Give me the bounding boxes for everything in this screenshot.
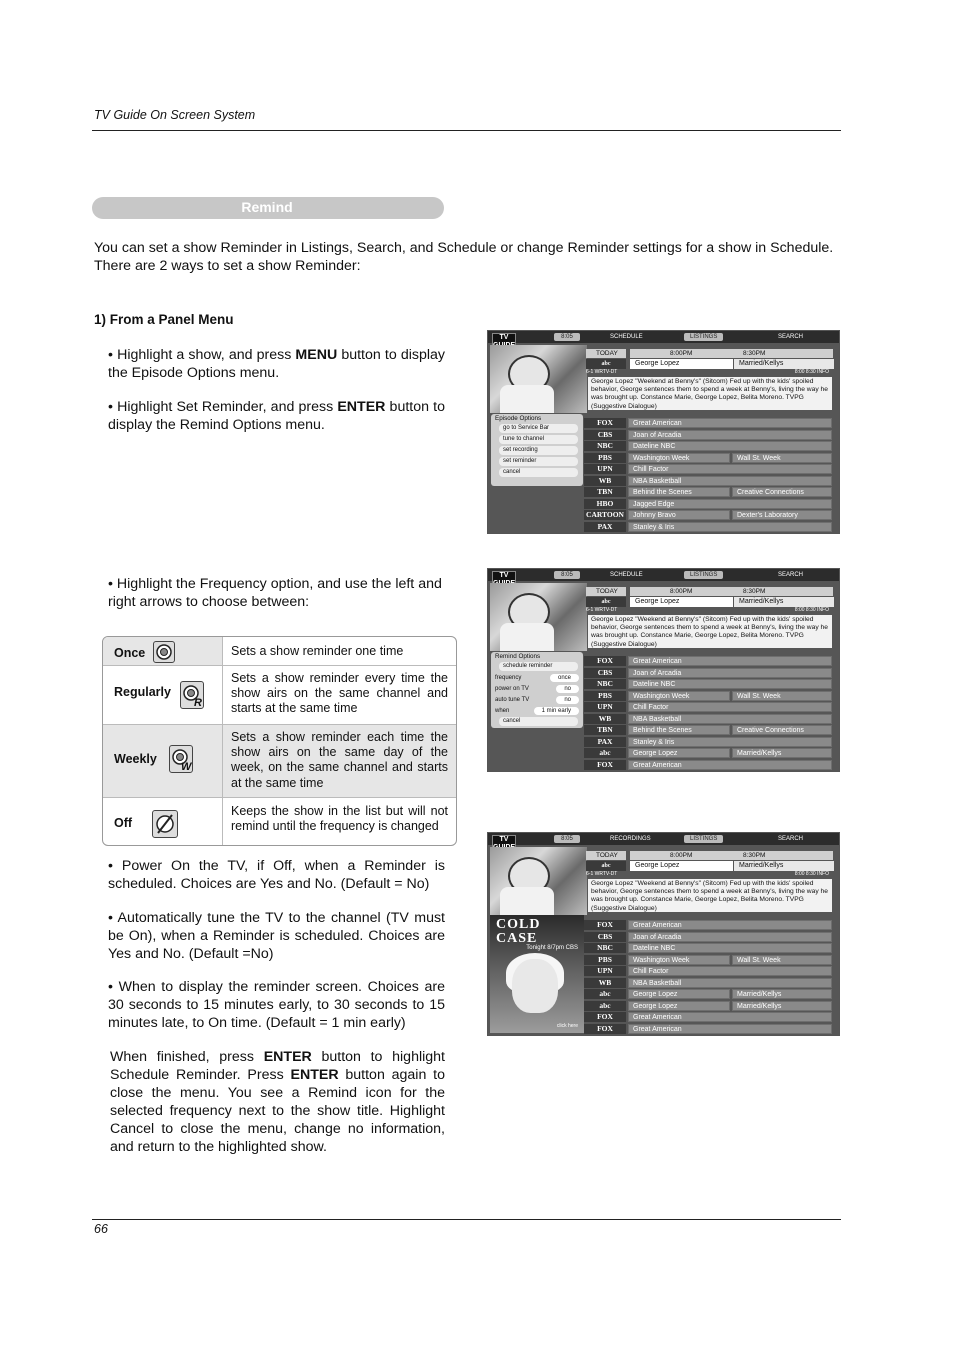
listing-row[interactable]: [584, 989, 834, 999]
channel-info: [586, 606, 833, 614]
listing-show[interactable]: Joan of Arcadia: [628, 668, 832, 678]
show-description: George Lopez "Weekend at Benny's" (Sitcom) Fed up with the kids' spoiled behavior, George sentences them to spend a week at Benny's, living the way he was brought up. Constance Marie, George Lopez, Belita Moreno. TVPG (Suggestive Dialogue): [588, 879, 832, 912]
listing-row[interactable]: [584, 714, 834, 724]
network-logo: WB: [584, 476, 626, 486]
network-logo: UPN: [584, 464, 626, 474]
listing-show[interactable]: George Lopez: [628, 989, 730, 999]
info-bar: 8:00 8:30 INFO: [794, 607, 829, 613]
network-logo: FOX: [584, 1012, 626, 1022]
listing-row[interactable]: [584, 668, 834, 678]
option-label: auto tune TV: [495, 697, 530, 703]
listing-row[interactable]: [584, 476, 834, 486]
time-header-2: 8:30PM: [733, 587, 833, 596]
channel-info: [586, 368, 833, 376]
network-logo: CBS: [584, 430, 626, 440]
network-logo: FOX: [584, 920, 626, 930]
section-title: Remind: [241, 199, 293, 215]
channel-number: 6-1 WRTV-DT: [586, 871, 618, 877]
network-logo: WB: [584, 714, 626, 724]
listing-show[interactable]: Great American: [628, 920, 832, 930]
listing-row[interactable]: [584, 966, 834, 976]
freq-desc: Sets a show reminder one time: [231, 644, 404, 658]
show-title[interactable]: George Lopez: [630, 359, 733, 369]
freq-name: Regularly: [114, 685, 171, 699]
remind-once-icon: [153, 641, 175, 663]
listing-show[interactable]: Great American: [628, 418, 832, 428]
listing-next-show[interactable]: Married/Kellys: [732, 1001, 832, 1011]
promo-photo: [490, 583, 587, 651]
tv-screen-remind-options: [487, 568, 840, 772]
show-description: George Lopez "Weekend at Benny's" (Sitcom) Fed up with the kids' spoiled behavior, George sentences them to spend a week at Benny's, living the way he was brought up. Constance Marie, George Lopez, Belita Moreno. TVPG (Suggestive Dialogue): [588, 615, 832, 648]
listing-show[interactable]: Chill Factor: [628, 702, 832, 712]
bullet-when: • When to display the reminder screen. Choices are 30 seconds to 15 minutes early, to 30 seconds to 15 minutes late, to On time. (Default = 1 min early): [108, 979, 445, 1031]
next-show-title[interactable]: Married/Kellys: [734, 861, 834, 871]
promo-subtitle: Tonight 8/7pm CBS: [526, 945, 578, 951]
today-header: TODAY: [586, 587, 626, 596]
network-logo: FOX: [584, 1024, 626, 1034]
network-logo: NBC: [584, 441, 626, 451]
network-logo: UPN: [584, 702, 626, 712]
freq-desc: Keeps the show in the list but will not remind until the frequency is changed: [231, 804, 448, 834]
section-pill: [92, 197, 444, 219]
listing-next-show[interactable]: Creative Connections: [732, 725, 832, 735]
network-logo: PBS: [584, 691, 626, 701]
tv-guide-logo: TV: [492, 571, 516, 589]
tv-screen-listings-reminder: [487, 832, 840, 1036]
freq-name: Off: [114, 816, 133, 830]
network-logo: abc: [584, 1001, 626, 1011]
listing-row[interactable]: [584, 487, 834, 497]
listing-show[interactable]: Behind the Scenes: [628, 487, 730, 497]
listing-row[interactable]: [584, 1024, 834, 1034]
network-logo: TBN: [584, 725, 626, 735]
listing-row[interactable]: [584, 943, 834, 953]
network-logo: PAX: [584, 522, 626, 532]
listing-row[interactable]: [584, 441, 834, 451]
listing-row[interactable]: [584, 510, 834, 520]
cold-case-promo[interactable]: [490, 915, 584, 1033]
cancel-item[interactable]: cancel: [499, 717, 578, 726]
power-on-option[interactable]: [491, 684, 583, 695]
freq-desc: Sets a show reminder every time the show airs on the same channel and starts at the same time: [231, 671, 448, 716]
menu-item[interactable]: tune to channel: [499, 435, 578, 444]
header-title: TV Guide On Screen System: [94, 108, 256, 122]
bullet-power: • Power On the TV, if Off, when a Reminder is scheduled. Choices are Yes and No. (Default = No): [108, 858, 445, 892]
network-logo: CBS: [584, 932, 626, 942]
listing-row[interactable]: [584, 978, 834, 988]
tv-guide-logo: TV: [492, 333, 516, 351]
menu-item[interactable]: go to Service Bar: [499, 424, 578, 433]
finish-paragraph: When finished, press ENTER button to highlight Schedule Reminder. Press ENTER button again to close the menu. You see a Remind icon for the selected frequency next to the show title. Highlight Cancel to close the menu, change no information, and return to the highlighted show.: [110, 1049, 445, 1155]
listing-next-show[interactable]: Wall St. Week: [732, 453, 832, 463]
listing-show[interactable]: George Lopez: [628, 1001, 730, 1011]
bullet-frequency: • Highlight the Frequency option, and use the left and right arrows to choose between:: [108, 576, 442, 610]
menu-title: Episode Options: [495, 415, 542, 422]
schedule-reminder-item[interactable]: schedule reminder: [499, 662, 578, 671]
option-value[interactable]: 1 min early: [534, 707, 579, 715]
network-logo: CARTOON: [584, 510, 626, 520]
listing-row[interactable]: [584, 522, 834, 532]
network-logo: PBS: [584, 955, 626, 965]
guide-tab[interactable]: SEARCH: [778, 334, 804, 340]
listing-row[interactable]: [584, 679, 834, 689]
bullet-autotune: • Automatically tune the TV to the channel (TV must be On), when a Reminder is scheduled. Choices are Yes and No. (Default =No): [108, 910, 445, 962]
listing-row[interactable]: [584, 920, 834, 930]
time-header-1: 8:00PM: [630, 349, 760, 358]
time-header-1: 8:00PM: [630, 851, 760, 860]
time-header-2: 8:30PM: [733, 349, 833, 358]
option-value[interactable]: no: [556, 685, 579, 693]
freq-desc: Sets a show reminder each time the show airs on the same day of the week, on the same channel and starts at the same time: [231, 730, 448, 790]
page-number: 66: [94, 1222, 108, 1236]
listing-show[interactable]: Great American: [628, 1024, 832, 1034]
remind-weekly-icon: [169, 745, 193, 773]
listing-show[interactable]: Stanley & Iris: [628, 522, 832, 532]
tv-guide-logo: TV: [492, 835, 516, 853]
today-header: TODAY: [586, 349, 626, 358]
svg-text:R: R: [194, 697, 202, 708]
remind-options-menu: [491, 652, 583, 728]
header-rule: [92, 130, 841, 131]
option-label: when: [495, 708, 510, 714]
listing-row[interactable]: [584, 748, 834, 758]
guide-tab[interactable]: SEARCH: [778, 572, 804, 578]
promo-click: click here: [556, 1023, 578, 1029]
next-show-title[interactable]: Married/Kellys: [734, 597, 834, 607]
option-label: power on TV: [495, 686, 529, 692]
network-logo: NBC: [584, 943, 626, 953]
listing-row[interactable]: [584, 691, 834, 701]
option-value[interactable]: once: [550, 674, 579, 682]
listing-show[interactable]: Joan of Arcadia: [628, 932, 832, 942]
listing-next-show[interactable]: Dexter's Laboratory: [732, 510, 832, 520]
clock: 8:05: [554, 571, 580, 579]
listing-show[interactable]: Chill Factor: [628, 464, 832, 474]
menu-title: Remind Options: [495, 653, 541, 660]
listing-row[interactable]: [584, 464, 834, 474]
listing-next-show[interactable]: Wall St. Week: [732, 955, 832, 965]
option-value[interactable]: no: [556, 696, 579, 704]
freq-name: Once: [114, 646, 146, 660]
network-logo: FOX: [584, 418, 626, 428]
svg-text:W: W: [181, 761, 192, 772]
tv-screen-episode-options: [487, 330, 840, 534]
time-header-1: 8:00PM: [630, 587, 760, 596]
network-logo: CBS: [584, 668, 626, 678]
listing-show[interactable]: Dateline NBC: [628, 943, 832, 953]
network-logo: HBO: [584, 499, 626, 509]
when-option[interactable]: [491, 706, 583, 717]
show-title[interactable]: George Lopez: [630, 597, 733, 607]
listing-row[interactable]: [584, 1012, 834, 1022]
network-logo: WB: [584, 978, 626, 988]
listing-row[interactable]: [584, 1001, 834, 1011]
guide-tab[interactable]: LISTINGS: [684, 571, 723, 579]
network-logo: abc: [584, 989, 626, 999]
network-logo: FOX: [584, 760, 626, 770]
listing-row[interactable]: [584, 499, 834, 509]
listing-next-show[interactable]: Married/Kellys: [732, 989, 832, 999]
jersey-image: [500, 623, 554, 651]
info-bar: 8:00 8:30 INFO: [794, 871, 829, 877]
channel-number: 6-1 WRTV-DT: [586, 369, 618, 375]
listing-show[interactable]: Johnny Bravo: [628, 510, 730, 520]
episode-options-menu: [491, 414, 583, 486]
show-description: George Lopez "Weekend at Benny's" (Sitcom) Fed up with the kids' spoiled behavior, George sentences them to spend a week at Benny's, living the way he was brought up. Constance Marie, George Lopez, Belita Moreno. TVPG (Suggestive Dialogue): [588, 377, 832, 410]
table-row: [103, 724, 456, 798]
today-header: TODAY: [586, 851, 626, 860]
clock: 8:05: [554, 333, 580, 341]
menu-item[interactable]: set reminder: [499, 457, 578, 466]
network-logo: TBN: [584, 487, 626, 497]
listing-show[interactable]: NBA Basketball: [628, 476, 832, 486]
listing-show[interactable]: Joan of Arcadia: [628, 430, 832, 440]
listing-row[interactable]: [584, 725, 834, 735]
listing-show[interactable]: Dateline NBC: [628, 679, 832, 689]
option-label: frequency: [495, 675, 522, 681]
listing-show[interactable]: Stanley & Iris: [628, 737, 832, 747]
listing-show[interactable]: Great American: [628, 1012, 832, 1022]
network-logo: PBS: [584, 453, 626, 463]
subheading: 1) From a Panel Menu: [94, 312, 234, 327]
listing-row[interactable]: [584, 430, 834, 440]
clock: 8:05: [554, 835, 580, 843]
jersey-image: [500, 385, 554, 413]
bullet-set-reminder: • Highlight Set Reminder, and press ENTER button to display the Remind Options menu.: [108, 399, 445, 433]
listing-show[interactable]: Washington Week: [628, 955, 730, 965]
network-logo: UPN: [584, 966, 626, 976]
channel-info: [586, 870, 833, 878]
guide-tab[interactable]: RECORDINGS: [610, 836, 651, 842]
promo-photo: [490, 847, 587, 915]
table-row: [103, 665, 456, 725]
promo-title: COLD CASE: [496, 917, 541, 946]
listing-next-show[interactable]: Married/Kellys: [732, 748, 832, 758]
remind-off-icon: [152, 810, 178, 838]
listing-row[interactable]: [584, 737, 834, 747]
jersey-image: [500, 887, 554, 915]
guide-tab[interactable]: LISTINGS: [684, 835, 723, 843]
network-logo: PAX: [584, 737, 626, 747]
frequency-table: [102, 636, 457, 846]
listing-show[interactable]: Behind the Scenes: [628, 725, 730, 735]
table-row: [103, 797, 456, 846]
menu-item[interactable]: cancel: [499, 468, 578, 477]
listing-row[interactable]: [584, 702, 834, 712]
intro-paragraph: You can set a show Reminder in Listings, Search, and Schedule or change Reminder settings for a show in Schedule. There are 2 ways to set a show Reminder:: [94, 240, 834, 274]
freq-name: Weekly: [114, 752, 157, 766]
listing-row[interactable]: [584, 760, 834, 770]
listing-show[interactable]: Dateline NBC: [628, 441, 832, 451]
listing-next-show[interactable]: Creative Connections: [732, 487, 832, 497]
network-logo: abc: [586, 861, 626, 871]
table-row: [103, 636, 456, 666]
channel-number: 6-1 WRTV-DT: [586, 607, 618, 613]
listing-row[interactable]: [584, 955, 834, 965]
guide-tab[interactable]: SCHEDULE: [610, 334, 643, 340]
listing-show[interactable]: NBA Basketball: [628, 714, 832, 724]
listing-show[interactable]: Jagged Edge: [628, 499, 832, 509]
promo-photo: [490, 345, 587, 413]
guide-tab[interactable]: SCHEDULE: [610, 572, 643, 578]
listing-next-show[interactable]: Wall St. Week: [732, 691, 832, 701]
listing-show[interactable]: Washington Week: [628, 691, 730, 701]
time-header-2: 8:30PM: [733, 851, 833, 860]
listing-show[interactable]: George Lopez: [628, 748, 730, 758]
guide-tab[interactable]: SEARCH: [778, 836, 804, 842]
remind-regularly-icon: [180, 681, 204, 709]
listing-row[interactable]: [584, 418, 834, 428]
network-logo: abc: [586, 597, 626, 607]
listing-show[interactable]: Washington Week: [628, 453, 730, 463]
next-show-title[interactable]: Married/Kellys: [734, 359, 834, 369]
bullet-highlight-show: • Highlight a show, and press MENU button to display the Episode Options menu.: [108, 347, 445, 381]
frequency-option[interactable]: [491, 673, 583, 684]
guide-tab[interactable]: LISTINGS: [684, 333, 723, 341]
promo-face: [512, 959, 558, 1013]
info-bar: 8:00 8:30 INFO: [794, 369, 829, 375]
listing-show[interactable]: Great American: [628, 656, 832, 666]
network-logo: NBC: [584, 679, 626, 689]
auto-tune-option[interactable]: [491, 695, 583, 706]
listing-row[interactable]: [584, 453, 834, 463]
listing-row[interactable]: [584, 932, 834, 942]
listing-show[interactable]: Chill Factor: [628, 966, 832, 976]
network-logo: abc: [584, 748, 626, 758]
listing-row[interactable]: [584, 656, 834, 666]
listing-show[interactable]: Great American: [628, 760, 832, 770]
listing-show[interactable]: NBA Basketball: [628, 978, 832, 988]
show-title[interactable]: George Lopez: [630, 861, 733, 871]
network-logo: abc: [586, 359, 626, 369]
footer-rule: [92, 1219, 841, 1220]
network-logo: FOX: [584, 656, 626, 666]
menu-item[interactable]: set recording: [499, 446, 578, 455]
